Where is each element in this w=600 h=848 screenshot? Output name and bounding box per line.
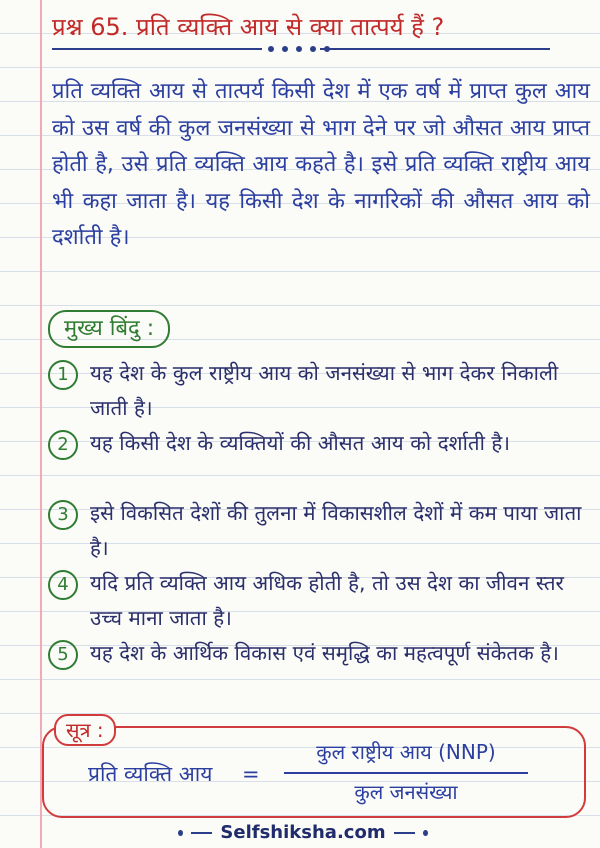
point-number-badge: 5 — [48, 640, 78, 670]
formula-equals-sign: = — [242, 762, 260, 786]
formula-tag: सूत्र : — [54, 714, 116, 746]
formula-denominator: कुल जनसंख्या — [354, 780, 458, 804]
key-point-item — [48, 636, 588, 671]
point-text: यह देश के आर्थिक विकास एवं समृद्धि का महत्वपूर्ण संकेतक है। — [90, 641, 559, 665]
point-number-badge: 1 — [48, 360, 78, 390]
key-point-item — [48, 426, 588, 461]
formula-numerator: कुल राष्ट्रीय आय (NNP) — [316, 740, 496, 764]
website-label: Selfshiksha.com — [220, 822, 386, 843]
formula-fraction-bar — [284, 772, 528, 774]
point-text: यह किसी देश के व्यक्तियों की औसत आय को दर्शाती है। — [90, 431, 511, 455]
key-point-item — [48, 566, 588, 636]
question-title: प्रश्न 65. प्रति व्यक्ति आय से क्या तात्पर्य हैं ? — [52, 13, 445, 41]
answer-paragraph: प्रति व्यक्ति आय से तात्पर्य किसी देश में एक वर्ष में प्राप्त कुल आय को उस वर्ष की कुल जनसंख्या से भाग देने पर जो औसत आय प्राप्त होती है, उसे प्रति व्यक्ति आय कहते है। इसे प्रति व्यक्ति राष्ट्रीय आय भी कहा जाता है। यह किसी देश के नागरिकों की औसत आय को दर्शाती है। — [52, 79, 590, 251]
footer — [178, 822, 428, 843]
title-divider-right — [320, 48, 550, 50]
footer-dash — [394, 832, 416, 834]
footer-dash — [191, 832, 213, 834]
point-number-badge: 4 — [48, 570, 78, 600]
footer-dot-icon — [423, 830, 428, 836]
notebook-margin-line — [40, 0, 42, 848]
point-text: यदि प्रति व्यक्ति आय अधिक होती है, तो उस देश का जीवन स्तर उच्च माना जाता है। — [90, 571, 564, 630]
key-point-item — [48, 496, 588, 566]
point-number-badge: 3 — [48, 500, 78, 530]
key-points-heading: मुख्य बिंदु : — [48, 310, 170, 348]
point-text: इसे विकसित देशों की तुलना में विकासशील देशों में कम पाया जाता है। — [90, 501, 582, 560]
key-point-item — [48, 356, 588, 426]
point-number-badge: 2 — [48, 430, 78, 460]
title-divider-left — [52, 48, 262, 50]
point-text: यह देश के कुल राष्ट्रीय आय को जनसंख्या से भाग देकर निकाली जाती है। — [90, 361, 559, 420]
footer-dot-icon — [178, 830, 183, 836]
formula-left-side: प्रति व्यक्ति आय — [88, 762, 213, 786]
